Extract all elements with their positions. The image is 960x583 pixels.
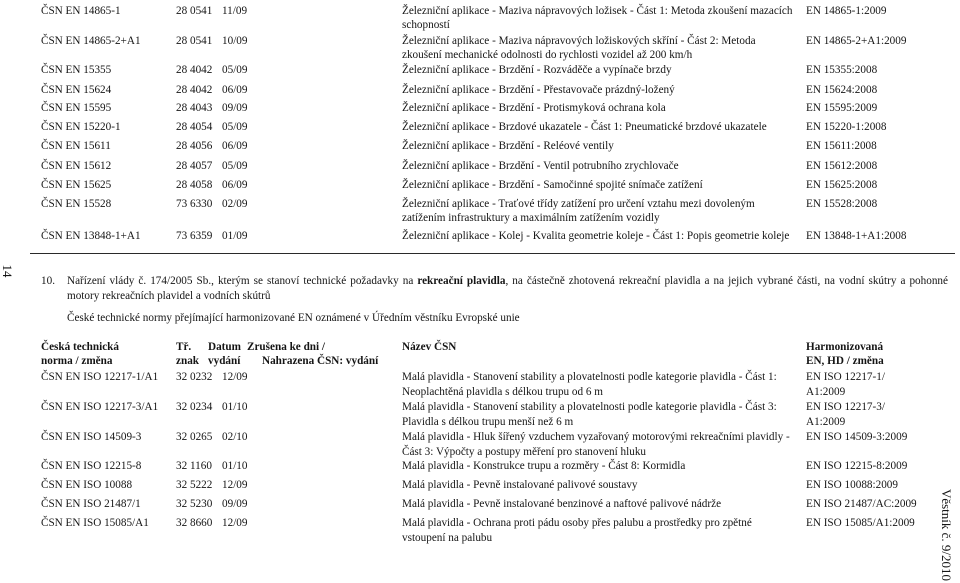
standard-title: Železniční aplikace - Brzdění - Reléové ventily [402, 140, 614, 152]
class-code: 28 4056 [176, 140, 213, 152]
harmonized-en: EN ISO 15085/A1:2009 [806, 517, 915, 529]
section-number: 10. [41, 275, 55, 287]
column-header-date: vydání [208, 355, 241, 367]
harmonized-en: EN ISO 14509-3:2009 [806, 431, 908, 443]
harmonized-en: EN ISO 21487/AC:2009 [806, 498, 917, 510]
issue-date: 06/09 [222, 179, 248, 191]
column-header-title: Název ČSN [402, 341, 457, 353]
section-subheading: České technické normy přejímající harmonizované EN oznámené v Úředním věstníku Evropské unie [67, 312, 520, 324]
column-header-date: Datum [208, 341, 241, 353]
issue-date: 12/09 [222, 479, 248, 491]
class-code: 28 0541 [176, 5, 213, 17]
regulation-text: Nařízení vlády č. 174/2005 Sb., kterým se stanoví technické požadavky na [67, 275, 418, 287]
table-row [0, 497, 960, 510]
issue-date: 12/09 [222, 517, 248, 529]
issue-date: 02/09 [222, 198, 248, 210]
class-code: 28 4042 [176, 84, 213, 96]
title-line: vstoupení na palubu [402, 531, 493, 544]
column-header-norm: Česká technická [41, 341, 120, 353]
column-header-withdrawn: Zrušena ke dni / [247, 341, 326, 353]
table-row [0, 35, 960, 61]
issue-date: 01/10 [222, 401, 248, 413]
table-row [0, 64, 960, 76]
column-header-class: Tř. [176, 341, 192, 353]
class-code: 28 0541 [176, 35, 213, 47]
title-line: Malá plavidla - Stanovení stability a plovatelnosti podle kategorie plavidla - Část 1: [402, 371, 777, 383]
table-row [0, 370, 960, 398]
class-code: 32 5222 [176, 479, 213, 491]
standard-number: ČSN EN ISO 14509-3 [41, 431, 142, 443]
harmonized-en [806, 370, 885, 400]
standard-number: ČSN EN 15355 [41, 64, 112, 76]
standard-number: ČSN EN ISO 12217-1/A1 [41, 371, 159, 383]
issue-date: 11/09 [222, 5, 248, 17]
column-header-harmonized: Harmonizovaná [806, 341, 884, 353]
issue-date: 10/09 [222, 35, 248, 47]
en-line: EN ISO 12217-1/ [806, 371, 885, 383]
regulation-text: , na částečně zhotovená rekreační plavidla a na jejich vybrané části, na vodní skútry a pohonné [505, 275, 948, 287]
issue-date: 05/09 [222, 121, 248, 133]
harmonized-en: EN 15220-1:2008 [806, 121, 887, 133]
standard-number: ČSN EN 15625 [41, 179, 112, 191]
column-header-withdrawn: Nahrazena ČSN: vydání [262, 355, 379, 367]
standard-title: Malá plavidla - Pevně instalované benzinové a naftové palivové nádrže [402, 498, 722, 510]
title-line: schopností [402, 18, 450, 31]
regulation-subject: rekreační plavidla [417, 275, 506, 287]
class-code: 73 6330 [176, 198, 213, 210]
standard-title: Železniční aplikace - Brzdové ukazatele - Část 1: Pneumatické brzdové ukazatele [402, 121, 767, 133]
class-code: 32 8660 [176, 517, 213, 529]
table-row [0, 102, 960, 114]
harmonized-en: EN 15528:2008 [806, 198, 878, 210]
standard-number: ČSN EN 15611 [41, 140, 111, 152]
table-row [0, 160, 960, 172]
table-row [0, 121, 960, 133]
column-header-harmonized: EN, HD / změna [806, 355, 884, 367]
header-row [0, 354, 960, 367]
class-code: 32 0234 [176, 401, 213, 413]
standard-number: ČSN EN ISO 12217-3/A1 [41, 401, 159, 413]
title-line: Malá plavidla - Hluk šířený vzduchem vyzařovaný motorovými rekreačními plavidly - [402, 431, 790, 443]
section-divider [30, 253, 955, 254]
issue-date: 05/09 [222, 64, 248, 76]
harmonized-en: EN 15355:2008 [806, 64, 878, 76]
title-line: Plavidla s délkou trupu menší než 6 m [402, 415, 574, 428]
issue-date: 02/10 [222, 431, 248, 443]
column-header-class: znak [176, 355, 200, 367]
table-row [0, 179, 960, 191]
issue-date: 09/09 [222, 498, 248, 510]
harmonized-en [806, 400, 885, 430]
table-row [0, 516, 960, 544]
standard-title [402, 516, 752, 546]
standard-title [402, 430, 790, 460]
en-line: A1:2009 [806, 385, 846, 398]
class-code: 28 4042 [176, 64, 213, 76]
table-row [0, 459, 960, 472]
standard-title [402, 400, 777, 430]
harmonized-en: EN ISO 10088:2009 [806, 479, 898, 491]
issue-date: 09/09 [222, 102, 248, 114]
standard-title: Železniční aplikace - Brzdění - Protismyková ochrana kola [402, 102, 666, 114]
issue-date: 06/09 [222, 140, 248, 152]
class-code: 28 4054 [176, 121, 213, 133]
standard-number: ČSN EN ISO 10088 [41, 479, 133, 491]
standard-number: ČSN EN ISO 21487/1 [41, 498, 141, 510]
standard-number: ČSN EN 15612 [41, 160, 112, 172]
class-code: 28 4057 [176, 160, 213, 172]
standard-number: ČSN EN 15624 [41, 84, 112, 96]
table-row [0, 478, 960, 491]
regulation-line-1 [67, 274, 948, 288]
standard-number: ČSN EN 15220-1 [41, 121, 121, 133]
table-row [0, 198, 960, 224]
title-line: Malá plavidla - Stanovení stability a plovatelnosti podle kategorie plavidla - Část 3: [402, 401, 777, 413]
harmonized-en: EN 15595:2009 [806, 102, 878, 114]
harmonized-en: EN 14865-1:2009 [806, 5, 887, 17]
standard-number: ČSN EN 14865-2+A1 [41, 35, 141, 47]
standard-title [402, 198, 755, 226]
header-row [0, 340, 960, 353]
title-line: Železniční aplikace - Maziva nápravových ložiskových skříní - Část 2: Metoda [402, 35, 756, 47]
standard-number: ČSN EN ISO 15085/A1 [41, 517, 149, 529]
standard-title [402, 370, 777, 400]
page-number: 14 [0, 264, 15, 278]
standard-title: Železniční aplikace - Kolej - Kvalita geometrie koleje - Část 1: Popis geometrie koleje [402, 230, 790, 242]
regulation-line-2: motory rekreačních plavidel a vodních skútrů [67, 290, 271, 302]
class-code: 73 6359 [176, 230, 213, 242]
standard-title: Železniční aplikace - Brzdění - Ventil potrubního zrychlovače [402, 160, 679, 172]
standard-title: Železniční aplikace - Brzdění - Samočinné spojité snímače zatížení [402, 179, 703, 191]
table-row [0, 430, 960, 458]
standard-number: ČSN EN 15528 [41, 198, 112, 210]
issue-date: 01/10 [222, 460, 248, 472]
title-line: Železniční aplikace - Maziva nápravových ložisek - Část 1: Metoda zkoušení mazacích [402, 5, 793, 17]
harmonized-en: EN ISO 12215-8:2009 [806, 460, 908, 472]
class-code: 32 1160 [176, 460, 212, 472]
harmonized-en: EN 13848-1+A1:2008 [806, 230, 907, 242]
standard-title [402, 5, 792, 33]
standard-title [402, 35, 756, 63]
column-header-norm: norma / změna [41, 355, 113, 367]
harmonized-en: EN 15625:2008 [806, 179, 878, 191]
title-line: Železniční aplikace - Traťové třídy zatížení pro určení vztahu mezi dovoleným [402, 198, 755, 210]
class-code: 32 5230 [176, 498, 213, 510]
harmonized-en: EN 15624:2008 [806, 84, 878, 96]
standard-number: ČSN EN 13848-1+A1 [41, 230, 141, 242]
table-row [0, 400, 960, 428]
title-line: Část 3: Výpočty a postupy měření pro stanovení hluku [402, 445, 647, 458]
en-line: EN ISO 12217-3/ [806, 401, 885, 413]
harmonized-en: EN 15611:2008 [806, 140, 877, 152]
standard-number: ČSN EN 15595 [41, 102, 112, 114]
class-code: 28 4043 [176, 102, 213, 114]
standard-title: Malá plavidla - Konstrukce trupu a rozměry - Část 8: Kormidla [402, 460, 686, 472]
standard-number: ČSN EN 14865-1 [41, 5, 121, 17]
issue-date: 05/09 [222, 160, 248, 172]
standard-title: Železniční aplikace - Brzdění - Rozváděče a vypínače brzdy [402, 64, 672, 76]
table-row [0, 230, 960, 242]
table-row [0, 5, 960, 31]
class-code: 28 4058 [176, 179, 213, 191]
title-line: zkoušení mechanické odolnosti do rychlosti vozidel až 200 km/h [402, 48, 693, 61]
standard-number: ČSN EN ISO 12215-8 [41, 460, 142, 472]
standard-title: Malá plavidla - Pevně instalované palivové soustavy [402, 479, 638, 491]
title-line: zatížením infrastruktury a maximálním zatížením vozidly [402, 211, 660, 224]
title-line: Malá plavidla - Ochrana proti pádu osoby přes palubu a prostředky pro zpětné [402, 517, 752, 529]
standard-title: Železniční aplikace - Brzdění - Přestavovače prázdný-ložený [402, 84, 675, 96]
issue-date: 01/09 [222, 230, 248, 242]
issue-date: 06/09 [222, 84, 248, 96]
class-code: 32 0232 [176, 371, 213, 383]
en-line: A1:2009 [806, 415, 846, 428]
table-row [0, 84, 960, 96]
issue-date: 12/09 [222, 371, 248, 383]
table-row [0, 140, 960, 152]
title-line: Neoplachtěná plavidla s délkou trupu od 6 m [402, 385, 604, 398]
harmonized-en: EN 14865-2+A1:2009 [806, 35, 907, 47]
harmonized-en: EN 15612:2008 [806, 160, 878, 172]
class-code: 32 0265 [176, 431, 213, 443]
journal-issue-label: Věstník č. 9/2010 [939, 488, 954, 582]
